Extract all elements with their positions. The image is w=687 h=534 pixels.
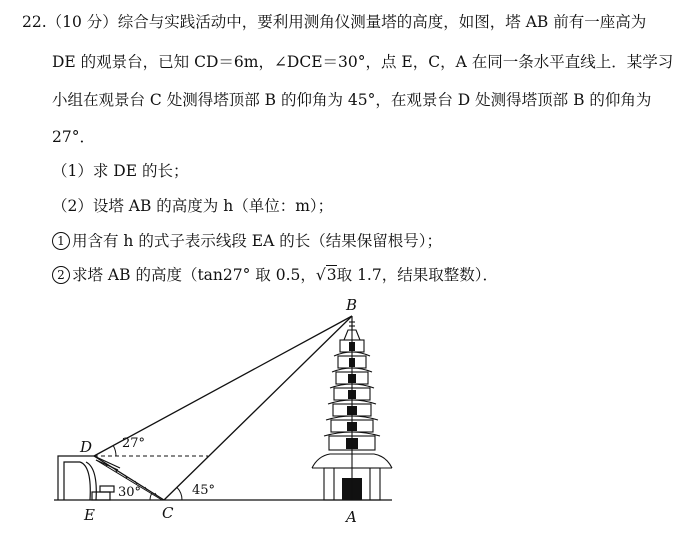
label-D: D bbox=[80, 438, 93, 456]
problem-line-2: DE 的观景台，已知 CD＝6m，∠DCE＝30°，点 E，C，A 在同一条水平直线上．某学习 bbox=[52, 53, 674, 71]
sub-question-2-text-b: 取 1.7，结果取整数）． bbox=[336, 266, 498, 284]
angle-label-30: 30° bbox=[118, 485, 142, 500]
label-E: E bbox=[84, 506, 95, 524]
radicand: 3 bbox=[326, 266, 337, 284]
angle-label-45: 45° bbox=[192, 483, 216, 498]
label-A: A bbox=[346, 508, 357, 526]
label-B: B bbox=[346, 296, 358, 314]
sub-question-1-text: 用含有 h 的式子表示线段 EA 的长（结果保留根号）； bbox=[72, 232, 442, 250]
sub-question-2-text-a: 求塔 AB 的高度（tan27° 取 0.5， bbox=[72, 266, 316, 284]
question-part-1: （1）求 DE 的长； bbox=[52, 162, 189, 180]
circled-number-1: 1 bbox=[52, 232, 70, 250]
segment-DB bbox=[94, 316, 352, 456]
circled-number-2: 2 bbox=[52, 266, 70, 284]
angle-label-27: 27° bbox=[122, 436, 146, 451]
problem-line-4: 27°． bbox=[52, 128, 95, 146]
observation-platform bbox=[58, 456, 120, 500]
angle-arc-27 bbox=[113, 446, 116, 456]
angle-arc-45 bbox=[177, 487, 182, 500]
problem-line-1: 22.（10 分）综合与实践活动中，要利用测角仪测量塔的高度，如图，塔 AB 前有一座高为 bbox=[22, 13, 647, 31]
question-part-2: （2）设塔 AB 的高度为 h（单位：m）； bbox=[52, 197, 334, 215]
problem-line-3: 小组在观景台 C 处测得塔顶部 B 的仰角为 45°，在观景台 D 处测得塔顶部 B 的仰角为 bbox=[52, 91, 652, 109]
angle-arc-30 bbox=[150, 493, 152, 500]
radical-sign: √ bbox=[315, 266, 326, 284]
label-C: C bbox=[162, 504, 174, 522]
